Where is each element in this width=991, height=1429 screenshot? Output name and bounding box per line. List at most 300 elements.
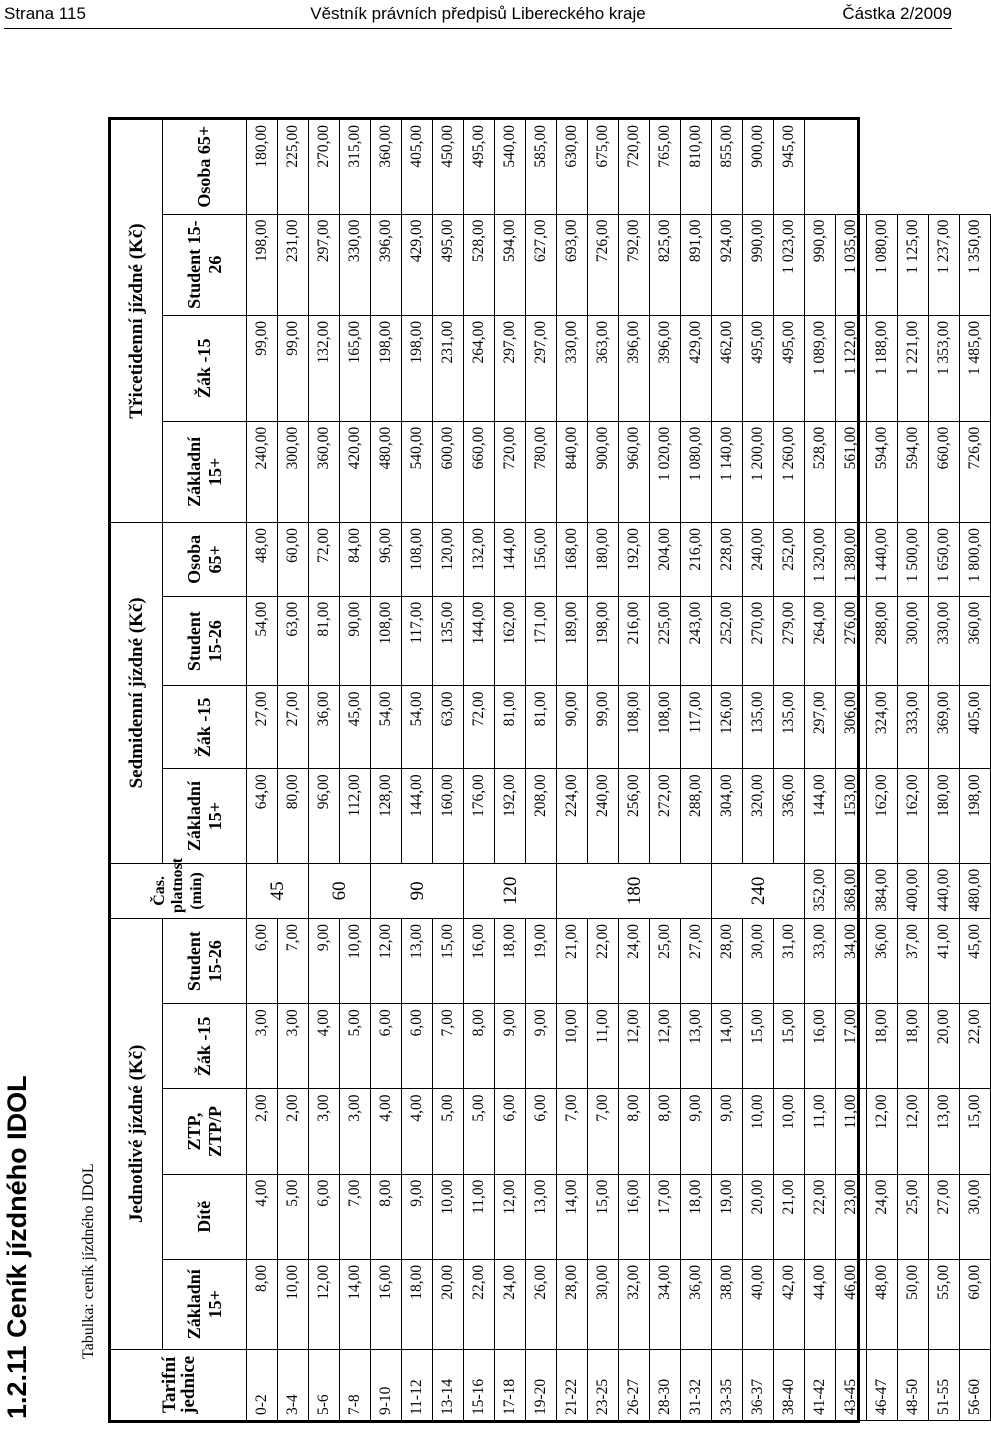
col-osoba-7d: Osoba 65+	[163, 523, 247, 597]
thirty-day-group-header: Třicetidenní jízdné (Kč)	[111, 120, 163, 523]
validity-cell: 240	[712, 863, 805, 918]
weekly-zakladni-cell: 272,00	[650, 769, 681, 863]
col-zakladni-7d: Základní 15+	[163, 769, 247, 863]
monthly-zakladni-cell: 660,00	[464, 421, 495, 522]
weekly-zakladni-cell: 480,00	[960, 863, 991, 918]
weekly-zakladni-cell: 224,00	[557, 769, 588, 863]
single-dite-cell: 21,00	[774, 1174, 805, 1259]
weekly-osoba-cell: 156,00	[526, 523, 557, 597]
single-zakladni-cell: 28,00	[557, 1259, 588, 1349]
single-zak-cell: 13,00	[681, 1004, 712, 1089]
monthly-osoba-cell: 720,00	[619, 120, 650, 215]
single-dite-cell: 20,00	[743, 1174, 774, 1259]
weekly-zak-cell: 108,00	[619, 686, 650, 769]
single-zakladni-cell: 60,00	[960, 1259, 991, 1349]
monthly-zak-cell: 330,00	[557, 315, 588, 421]
zone-cell: 41-42	[805, 1349, 836, 1420]
single-ztp-cell: 2,00	[278, 1089, 309, 1174]
single-zak-cell: 10,00	[557, 1004, 588, 1089]
zone-cell: 3-4	[278, 1349, 309, 1420]
single-student-cell: 41,00	[929, 919, 960, 1004]
single-zak-cell: 5,00	[340, 1004, 371, 1089]
col-osoba-30d: Osoba 65+	[163, 120, 247, 215]
table-row	[712, 120, 743, 1421]
single-student-cell: 34,00	[836, 919, 867, 1004]
single-zak-cell: 14,00	[712, 1004, 743, 1089]
zone-cell: 48-50	[898, 1349, 929, 1420]
single-zakladni-cell: 20,00	[433, 1259, 464, 1349]
monthly-osoba-cell: 540,00	[495, 120, 526, 215]
monthly-osoba-cell: 1 080,00	[867, 214, 898, 315]
table-row	[278, 120, 309, 1421]
single-student-cell: 15,00	[433, 919, 464, 1004]
validity-cell: 180	[557, 863, 712, 918]
single-zak-cell: 7,00	[433, 1004, 464, 1089]
single-student-cell: 31,00	[774, 919, 805, 1004]
weekly-osoba-cell: 288,00	[867, 596, 898, 686]
weekly-osoba-cell: 180,00	[588, 523, 619, 597]
single-zakladni-cell: 8,00	[247, 1259, 278, 1349]
single-zak-cell: 15,00	[774, 1004, 805, 1089]
monthly-zakladni-cell: 360,00	[309, 421, 340, 522]
weekly-student-cell: 252,00	[712, 596, 743, 686]
single-dite-cell: 13,00	[526, 1174, 557, 1259]
validity-header: Čas. platnost (min)	[111, 863, 247, 918]
col-zak-7d: Žák -15	[163, 686, 247, 769]
monthly-zak-cell: 462,00	[712, 315, 743, 421]
monthly-zakladni-cell: 900,00	[588, 421, 619, 522]
weekly-zakladni-cell: 96,00	[309, 769, 340, 863]
monthly-zak-cell: 264,00	[464, 315, 495, 421]
monthly-zak-cell: 495,00	[774, 315, 805, 421]
single-dite-cell: 9,00	[402, 1174, 433, 1259]
monthly-student-cell: 396,00	[371, 214, 402, 315]
single-zak-cell: 18,00	[898, 1004, 929, 1089]
single-dite-cell: 11,00	[464, 1174, 495, 1259]
zone-cell: 31-32	[681, 1349, 712, 1420]
weekly-zak-cell: 90,00	[557, 686, 588, 769]
single-ztp-cell: 8,00	[650, 1089, 681, 1174]
single-zak-cell: 4,00	[309, 1004, 340, 1089]
weekly-zak-cell: 180,00	[929, 769, 960, 863]
monthly-zakladni-cell: 1 200,00	[743, 421, 774, 522]
monthly-osoba-cell: 225,00	[278, 120, 309, 215]
single-student-cell: 24,00	[619, 919, 650, 1004]
monthly-zakladni-cell: 1 080,00	[681, 421, 712, 522]
monthly-zak-cell: 660,00	[929, 421, 960, 522]
weekly-student-cell: 225,00	[650, 596, 681, 686]
single-ztp-cell: 2,00	[247, 1089, 278, 1174]
weekly-zak-cell: 144,00	[805, 769, 836, 863]
single-ztp-cell: 7,00	[557, 1089, 588, 1174]
monthly-zak-cell: 99,00	[278, 315, 309, 421]
monthly-osoba-cell: 630,00	[557, 120, 588, 215]
zone-cell: 36-37	[743, 1349, 774, 1420]
monthly-zakladni-cell: 600,00	[433, 421, 464, 522]
zone-cell: 51-55	[929, 1349, 960, 1420]
monthly-osoba-cell: 765,00	[650, 120, 681, 215]
single-zakladni-cell: 50,00	[898, 1259, 929, 1349]
weekly-student-cell: 117,00	[402, 596, 433, 686]
weekly-student-cell: 405,00	[960, 686, 991, 769]
weekly-zak-cell: 81,00	[495, 686, 526, 769]
weekly-zakladni-cell: 336,00	[774, 769, 805, 863]
weekly-zakladni-cell: 440,00	[929, 863, 960, 918]
weekly-osoba-cell: 96,00	[371, 523, 402, 597]
single-student-cell: 21,00	[557, 919, 588, 1004]
monthly-zak-cell: 429,00	[681, 315, 712, 421]
single-dite-cell: 17,00	[650, 1174, 681, 1259]
zone-cell: 5-6	[309, 1349, 340, 1420]
single-zakladni-cell: 26,00	[526, 1259, 557, 1349]
single-dite-cell: 12,00	[495, 1174, 526, 1259]
table-row	[898, 120, 929, 1421]
single-dite-cell: 22,00	[805, 1174, 836, 1259]
monthly-student-cell: 1 023,00	[774, 214, 805, 315]
col-dite: Dítě	[163, 1174, 247, 1259]
weekly-osoba-cell: 84,00	[340, 523, 371, 597]
monthly-osoba-cell: 810,00	[681, 120, 712, 215]
zone-cell: 7-8	[340, 1349, 371, 1420]
monthly-zak-cell: 297,00	[495, 315, 526, 421]
single-ztp-cell: 11,00	[836, 1089, 867, 1174]
single-zakladni-cell: 36,00	[681, 1259, 712, 1349]
monthly-osoba-cell: 1 035,00	[836, 214, 867, 315]
zone-cell: 33-35	[712, 1349, 743, 1420]
monthly-zak-cell: 198,00	[402, 315, 433, 421]
weekly-osoba-cell: 228,00	[712, 523, 743, 597]
monthly-zakladni-cell: 420,00	[340, 421, 371, 522]
weekly-student-cell: 216,00	[619, 596, 650, 686]
single-ztp-cell: 4,00	[371, 1089, 402, 1174]
single-zak-cell: 8,00	[464, 1004, 495, 1089]
monthly-zakladni-cell: 1 500,00	[898, 523, 929, 597]
table-row	[402, 120, 433, 1421]
monthly-osoba-cell: 180,00	[247, 120, 278, 215]
single-student-cell: 22,00	[588, 919, 619, 1004]
weekly-student-cell: 90,00	[340, 596, 371, 686]
weekly-student-cell: 333,00	[898, 686, 929, 769]
table-row	[371, 120, 402, 1421]
fare-table-body	[247, 120, 991, 1421]
monthly-zakladni-cell: 960,00	[619, 421, 650, 522]
validity-cell: 90	[371, 863, 464, 918]
single-zakladni-cell: 44,00	[805, 1259, 836, 1349]
single-dite-cell: 7,00	[340, 1174, 371, 1259]
single-ztp-cell: 6,00	[495, 1089, 526, 1174]
zone-cell: 11-12	[402, 1349, 433, 1420]
weekly-zakladni-cell: 368,00	[836, 863, 867, 918]
zone-cell: 21-22	[557, 1349, 588, 1420]
weekly-zak-cell: 63,00	[433, 686, 464, 769]
weekly-zak-cell: 162,00	[898, 769, 929, 863]
weekly-osoba-cell: 276,00	[836, 596, 867, 686]
weekly-zak-cell: 126,00	[712, 686, 743, 769]
monthly-student-cell: 1 188,00	[867, 315, 898, 421]
single-student-cell: 30,00	[743, 919, 774, 1004]
single-student-cell: 7,00	[278, 919, 309, 1004]
weekly-student-cell: 198,00	[588, 596, 619, 686]
zone-cell: 38-40	[774, 1349, 805, 1420]
monthly-zakladni-cell: 780,00	[526, 421, 557, 522]
monthly-student-cell: 528,00	[464, 214, 495, 315]
section-title: 1.2.11 Ceník jízdného IDOL	[2, 1075, 32, 1419]
monthly-zakladni-cell: 1 140,00	[712, 421, 743, 522]
weekly-zakladni-cell: 352,00	[805, 863, 836, 918]
weekly-osoba-cell: 72,00	[309, 523, 340, 597]
single-dite-cell: 25,00	[898, 1174, 929, 1259]
monthly-zakladni-cell: 240,00	[247, 421, 278, 522]
single-student-cell: 28,00	[712, 919, 743, 1004]
weekly-osoba-cell: 204,00	[650, 523, 681, 597]
table-row	[588, 120, 619, 1421]
single-zak-cell: 22,00	[960, 1004, 991, 1089]
monthly-zak-cell: 726,00	[960, 421, 991, 522]
single-student-cell: 10,00	[340, 919, 371, 1004]
monthly-student-cell: 891,00	[681, 214, 712, 315]
weekly-zak-cell: 135,00	[774, 686, 805, 769]
weekly-osoba-cell: 168,00	[557, 523, 588, 597]
weekly-zakladni-cell: 192,00	[495, 769, 526, 863]
weekly-student-cell: 270,00	[743, 596, 774, 686]
single-zakladni-cell: 40,00	[743, 1259, 774, 1349]
weekly-osoba-cell: 360,00	[960, 596, 991, 686]
single-fare-group-header: Jednotlivé jízdné (Kč)	[111, 919, 163, 1350]
page-number: Strana 115	[4, 4, 86, 23]
monthly-student-cell: 693,00	[557, 214, 588, 315]
weekly-osoba-cell: 264,00	[805, 596, 836, 686]
monthly-zakladni-cell: 1 380,00	[836, 523, 867, 597]
weekly-zakladni-cell: 144,00	[402, 769, 433, 863]
single-student-cell: 27,00	[681, 919, 712, 1004]
weekly-student-cell: 189,00	[557, 596, 588, 686]
monthly-osoba-cell: 1 237,00	[929, 214, 960, 315]
col-zakladni-30d: Základní 15+	[163, 421, 247, 522]
table-row	[309, 120, 340, 1421]
col-zakladni: Základní 15+	[163, 1259, 247, 1349]
weekly-osoba-cell: 240,00	[743, 523, 774, 597]
monthly-student-cell: 198,00	[247, 214, 278, 315]
single-ztp-cell: 13,00	[929, 1089, 960, 1174]
monthly-zak-cell: 297,00	[526, 315, 557, 421]
monthly-zak-cell: 561,00	[836, 421, 867, 522]
weekly-zak-cell: 162,00	[867, 769, 898, 863]
single-zakladni-cell: 38,00	[712, 1259, 743, 1349]
single-ztp-cell: 10,00	[774, 1089, 805, 1174]
monthly-zakladni-cell: 720,00	[495, 421, 526, 522]
monthly-zak-cell: 231,00	[433, 315, 464, 421]
table-row	[495, 120, 526, 1421]
monthly-student-cell: 429,00	[402, 214, 433, 315]
weekly-student-cell: 324,00	[867, 686, 898, 769]
weekly-zakladni-cell: 176,00	[464, 769, 495, 863]
monthly-student-cell: 1 122,00	[836, 315, 867, 421]
single-dite-cell: 8,00	[371, 1174, 402, 1259]
weekly-zakladni-cell: 320,00	[743, 769, 774, 863]
monthly-osoba-cell: 945,00	[774, 120, 805, 215]
single-zak-cell: 12,00	[619, 1004, 650, 1089]
single-zakladni-cell: 16,00	[371, 1259, 402, 1349]
monthly-student-cell: 231,00	[278, 214, 309, 315]
weekly-osoba-cell: 330,00	[929, 596, 960, 686]
col-zak: Žák -15	[163, 1004, 247, 1089]
monthly-osoba-cell: 900,00	[743, 120, 774, 215]
col-student-7d: Student 15-26	[163, 596, 247, 686]
single-zakladni-cell: 14,00	[340, 1259, 371, 1349]
single-dite-cell: 24,00	[867, 1174, 898, 1259]
single-student-cell: 33,00	[805, 919, 836, 1004]
single-dite-cell: 30,00	[960, 1174, 991, 1259]
single-ztp-cell: 8,00	[619, 1089, 650, 1174]
zone-cell: 9-10	[371, 1349, 402, 1420]
single-dite-cell: 27,00	[929, 1174, 960, 1259]
single-ztp-cell: 9,00	[712, 1089, 743, 1174]
weekly-zak-cell: 117,00	[681, 686, 712, 769]
single-ztp-cell: 6,00	[526, 1089, 557, 1174]
single-dite-cell: 16,00	[619, 1174, 650, 1259]
validity-cell: 120	[464, 863, 557, 918]
single-ztp-cell: 9,00	[681, 1089, 712, 1174]
weekly-student-cell: 171,00	[526, 596, 557, 686]
single-zak-cell: 15,00	[743, 1004, 774, 1089]
weekly-zakladni-cell: 240,00	[588, 769, 619, 863]
weekly-student-cell: 279,00	[774, 596, 805, 686]
zone-cell: 0-2	[247, 1349, 278, 1420]
weekly-osoba-cell: 192,00	[619, 523, 650, 597]
weekly-osoba-cell: 216,00	[681, 523, 712, 597]
weekly-student-cell: 54,00	[247, 596, 278, 686]
single-student-cell: 25,00	[650, 919, 681, 1004]
weekly-zakladni-cell: 400,00	[898, 863, 929, 918]
weekly-zak-cell: 27,00	[278, 686, 309, 769]
single-zak-cell: 6,00	[371, 1004, 402, 1089]
monthly-zak-cell: 495,00	[743, 315, 774, 421]
table-row	[743, 120, 774, 1421]
single-ztp-cell: 15,00	[960, 1089, 991, 1174]
weekly-osoba-cell: 120,00	[433, 523, 464, 597]
table-row	[867, 120, 898, 1421]
monthly-zak-cell: 396,00	[619, 315, 650, 421]
weekly-zak-cell: 135,00	[743, 686, 774, 769]
weekly-zakladni-cell: 80,00	[278, 769, 309, 863]
single-zakladni-cell: 22,00	[464, 1259, 495, 1349]
single-ztp-cell: 12,00	[898, 1089, 929, 1174]
single-student-cell: 9,00	[309, 919, 340, 1004]
monthly-zak-cell: 528,00	[805, 421, 836, 522]
monthly-zak-cell: 198,00	[371, 315, 402, 421]
weekly-zakladni-cell: 384,00	[867, 863, 898, 918]
weekly-zakladni-cell: 304,00	[712, 769, 743, 863]
monthly-osoba-cell: 855,00	[712, 120, 743, 215]
single-zakladni-cell: 24,00	[495, 1259, 526, 1349]
weekly-student-cell: 306,00	[836, 686, 867, 769]
single-student-cell: 19,00	[526, 919, 557, 1004]
single-zakladni-cell: 30,00	[588, 1259, 619, 1349]
zone-cell: 19-20	[526, 1349, 557, 1420]
monthly-student-cell: 495,00	[433, 214, 464, 315]
weekly-student-cell: 63,00	[278, 596, 309, 686]
weekly-zak-cell: 81,00	[526, 686, 557, 769]
single-ztp-cell: 3,00	[340, 1089, 371, 1174]
weekly-student-cell: 81,00	[309, 596, 340, 686]
monthly-student-cell: 924,00	[712, 214, 743, 315]
single-student-cell: 13,00	[402, 919, 433, 1004]
monthly-zak-cell: 165,00	[340, 315, 371, 421]
weekly-zakladni-cell: 112,00	[340, 769, 371, 863]
weekly-zak-cell: 198,00	[960, 769, 991, 863]
monthly-zak-cell: 594,00	[898, 421, 929, 522]
weekly-zakladni-cell: 288,00	[681, 769, 712, 863]
monthly-student-cell: 330,00	[340, 214, 371, 315]
zone-cell: 15-16	[464, 1349, 495, 1420]
single-dite-cell: 6,00	[309, 1174, 340, 1259]
monthly-zakladni-cell: 1 020,00	[650, 421, 681, 522]
monthly-zak-cell: 99,00	[247, 315, 278, 421]
weekly-student-cell: 297,00	[805, 686, 836, 769]
single-dite-cell: 5,00	[278, 1174, 309, 1259]
single-zak-cell: 3,00	[247, 1004, 278, 1089]
table-row	[464, 120, 495, 1421]
single-zakladni-cell: 42,00	[774, 1259, 805, 1349]
zone-cell: 46-47	[867, 1349, 898, 1420]
single-ztp-cell: 7,00	[588, 1089, 619, 1174]
weekly-zak-cell: 54,00	[402, 686, 433, 769]
zone-cell: 43-45	[836, 1349, 867, 1420]
monthly-zakladni-cell: 1 320,00	[805, 523, 836, 597]
single-dite-cell: 18,00	[681, 1174, 712, 1259]
fare-table	[110, 119, 991, 1421]
weekly-student-cell: 144,00	[464, 596, 495, 686]
single-zakladni-cell: 48,00	[867, 1259, 898, 1349]
monthly-zak-cell: 594,00	[867, 421, 898, 522]
weekly-student-cell: 135,00	[433, 596, 464, 686]
table-row	[340, 120, 371, 1421]
single-ztp-cell: 5,00	[433, 1089, 464, 1174]
table-row	[805, 120, 836, 1421]
single-ztp-cell: 5,00	[464, 1089, 495, 1174]
weekly-zak-cell: 27,00	[247, 686, 278, 769]
monthly-student-cell: 627,00	[526, 214, 557, 315]
weekly-zak-cell: 36,00	[309, 686, 340, 769]
monthly-zak-cell: 396,00	[650, 315, 681, 421]
single-zakladni-cell: 10,00	[278, 1259, 309, 1349]
single-ztp-cell: 10,00	[743, 1089, 774, 1174]
issue-number: Částka 2/2009	[842, 4, 952, 23]
single-ztp-cell: 11,00	[805, 1089, 836, 1174]
monthly-zakladni-cell: 840,00	[557, 421, 588, 522]
single-zakladni-cell: 34,00	[650, 1259, 681, 1349]
monthly-zakladni-cell: 300,00	[278, 421, 309, 522]
single-dite-cell: 15,00	[588, 1174, 619, 1259]
monthly-zak-cell: 132,00	[309, 315, 340, 421]
single-dite-cell: 14,00	[557, 1174, 588, 1259]
single-zak-cell: 11,00	[588, 1004, 619, 1089]
single-zakladni-cell: 18,00	[402, 1259, 433, 1349]
monthly-student-cell: 825,00	[650, 214, 681, 315]
weekly-zak-cell: 45,00	[340, 686, 371, 769]
monthly-student-cell: 726,00	[588, 214, 619, 315]
monthly-osoba-cell: 1 350,00	[960, 214, 991, 315]
zone-cell: 56-60	[960, 1349, 991, 1420]
table-caption: Tabulka: ceník jízdného IDOL	[80, 1163, 97, 1359]
weekly-zakladni-cell: 64,00	[247, 769, 278, 863]
table-row	[650, 120, 681, 1421]
monthly-osoba-cell: 405,00	[402, 120, 433, 215]
monthly-osoba-cell: 495,00	[464, 120, 495, 215]
single-ztp-cell: 12,00	[867, 1089, 898, 1174]
table-row	[526, 120, 557, 1421]
weekly-zak-cell: 99,00	[588, 686, 619, 769]
